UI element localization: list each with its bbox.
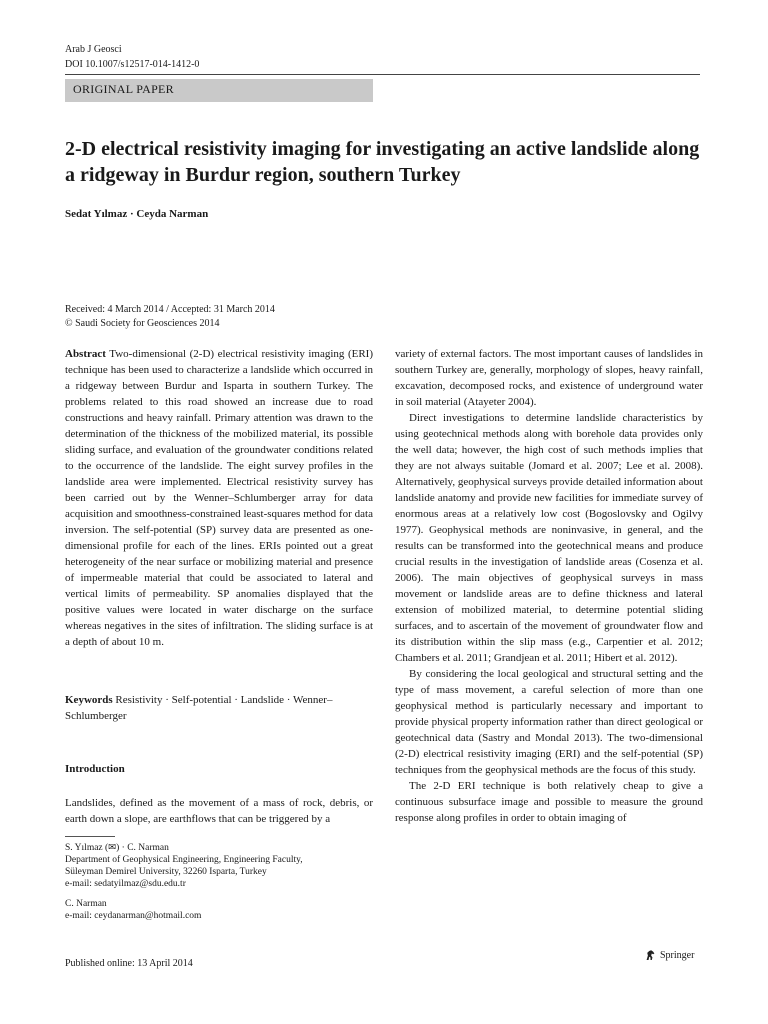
footnote-rule	[65, 836, 115, 837]
footnote-email-2[interactable]: e-mail: ceydanarman@hotmail.com	[65, 911, 202, 921]
horse-logo-icon	[644, 949, 657, 962]
right-paragraph-1: variety of external factors. The most important causes of landslides in southern Turkey are, generally, morphology of slopes, heavy rainfall, excavation, decomposed rocks, and existence of underground water in soil material (Atayeter 2004).	[395, 348, 703, 408]
keywords-label: Keywords	[65, 694, 113, 706]
right-paragraph-4: The 2-D ERI technique is both relatively cheap to give a continuous subsurface image and possible to measure the ground response along profiles in order to obtain imaging of	[395, 780, 703, 824]
footnote-email-1[interactable]: e-mail: sedatyilmaz@sdu.edu.tr	[65, 879, 186, 889]
doi[interactable]: DOI 10.1007/s12517-014-1412-0	[65, 59, 200, 70]
footnote-gap	[65, 890, 373, 898]
publisher-name: Springer	[660, 950, 695, 961]
footnote-university: Süleyman Demirel University, 32260 Isparta, Turkey	[65, 867, 267, 877]
keywords-text: Resistivity · Self-potential · Landslide · Wenner–Schlumberger	[65, 694, 333, 722]
copyright: © Saudi Society for Geosciences 2014	[65, 318, 220, 329]
received-accepted: Received: 4 March 2014 / Accepted: 31 March 2014	[65, 304, 275, 315]
footnote-department: Department of Geophysical Engineering, Engineering Faculty,	[65, 855, 303, 865]
abstract-text: Two-dimensional (2-D) electrical resistivity imaging (ERI) technique has been used to characterize a landslide which occurred in a ridgeway between Burdur and Isparta in southern Turkey. The problems related to this road showed an increase due to road constructions and heavy rainfall. Primary attention was drawn to the determination of the thickness of the mobilized material, its possible sliding surface, and evaluation of the groundwater conditions related to the occurrence of the landslide. The eight survey profiles in the landslide area were implemented. Electrical resistivity survey has been carried out by the Wenner–Schlumberger array for data acquisition and smoothness-constrained least-squares method for data inversion. The self-potential (SP) survey data are presented as one-dimensional profile for each of the lines. ERIs pointed out a great heterogeneity of the near surface or mobilizing material and presence of impermeable material that could be associated to lateral and vertical limits of permeability. SP anomalies displayed that the positive values were located in water discharge on the surface whereas negatives in the sites of infiltration. The sliding surface is at a depth of about 10 m.	[65, 348, 373, 648]
paper-type-badge: ORIGINAL PAPER	[65, 79, 373, 102]
abstract	[65, 346, 373, 650]
published-online: Published online: 13 April 2014	[65, 958, 193, 969]
introduction-text: Landslides, defined as the movement of a mass of rock, debris, or earth down a slope, are earthflows that can be triggered by a	[65, 797, 373, 825]
keywords	[65, 692, 373, 724]
journal-name: Arab J Geosci	[65, 44, 122, 55]
abstract-label: Abstract	[65, 348, 106, 360]
header-rule	[65, 74, 700, 75]
right-paragraph-3: By considering the local geological and structural setting and the type of mass movement, a careful selection of more than one geophysical method is particularly necessary and important to provide physical property information rather than direct geological or geotechnical data (Sastry and Mondal 2013). The two-dimensional (2-D) electrical resistivity imaging (ERI) and the self-potential (SP) techniques from the geophysical methods are the focus of this study.	[395, 668, 703, 776]
publisher-logo	[644, 949, 694, 962]
footnote-authors: S. Yılmaz (✉) · C. Narman	[65, 843, 169, 853]
paper-title: 2-D electrical resistivity imaging for investigating an active landslide along a ridgeway in Burdur region, southern Turkey	[65, 138, 700, 186]
author-footnote	[65, 842, 373, 922]
introduction-heading: Introduction	[65, 763, 125, 775]
right-column	[395, 346, 703, 826]
footnote-author-2: C. Narman	[65, 899, 107, 909]
authors: Sedat Yılmaz · Ceyda Narman	[65, 208, 209, 220]
right-paragraph-2: Direct investigations to determine landslide characteristics by using geotechnical methods along with borehole data provides only the well data; however, the high cost of such methods implies that they are not always suitable (Jomard et al. 2007; Lee et al. 2008). Alternatively, geophysical surveys provide detailed information about landslide anatomy and provide new facilities for immediate survey of enormous areas at a relatively low cost (Bogoslovsky and Ogilvy 1977). Geophysical methods are noninvasive, in general, and the results can be transformed into the geotechnical means and produce crucial results in the investigation of landslide areas (Cosenza et al. 2006). The main objectives of geophysical surveys in mass movement or landslide areas are to define thickness and lateral extension of mobilized material, to determine potential sliding surfaces, and to ascertain of the movement of groundwater flow and its distribution within the slip mass (e.g., Carpentier et al. 2012; Chambers et al. 2011; Grandjean et al. 2011; Hibert et al. 2012).	[395, 412, 703, 664]
journal-header	[65, 42, 199, 72]
dates-block	[65, 303, 275, 331]
